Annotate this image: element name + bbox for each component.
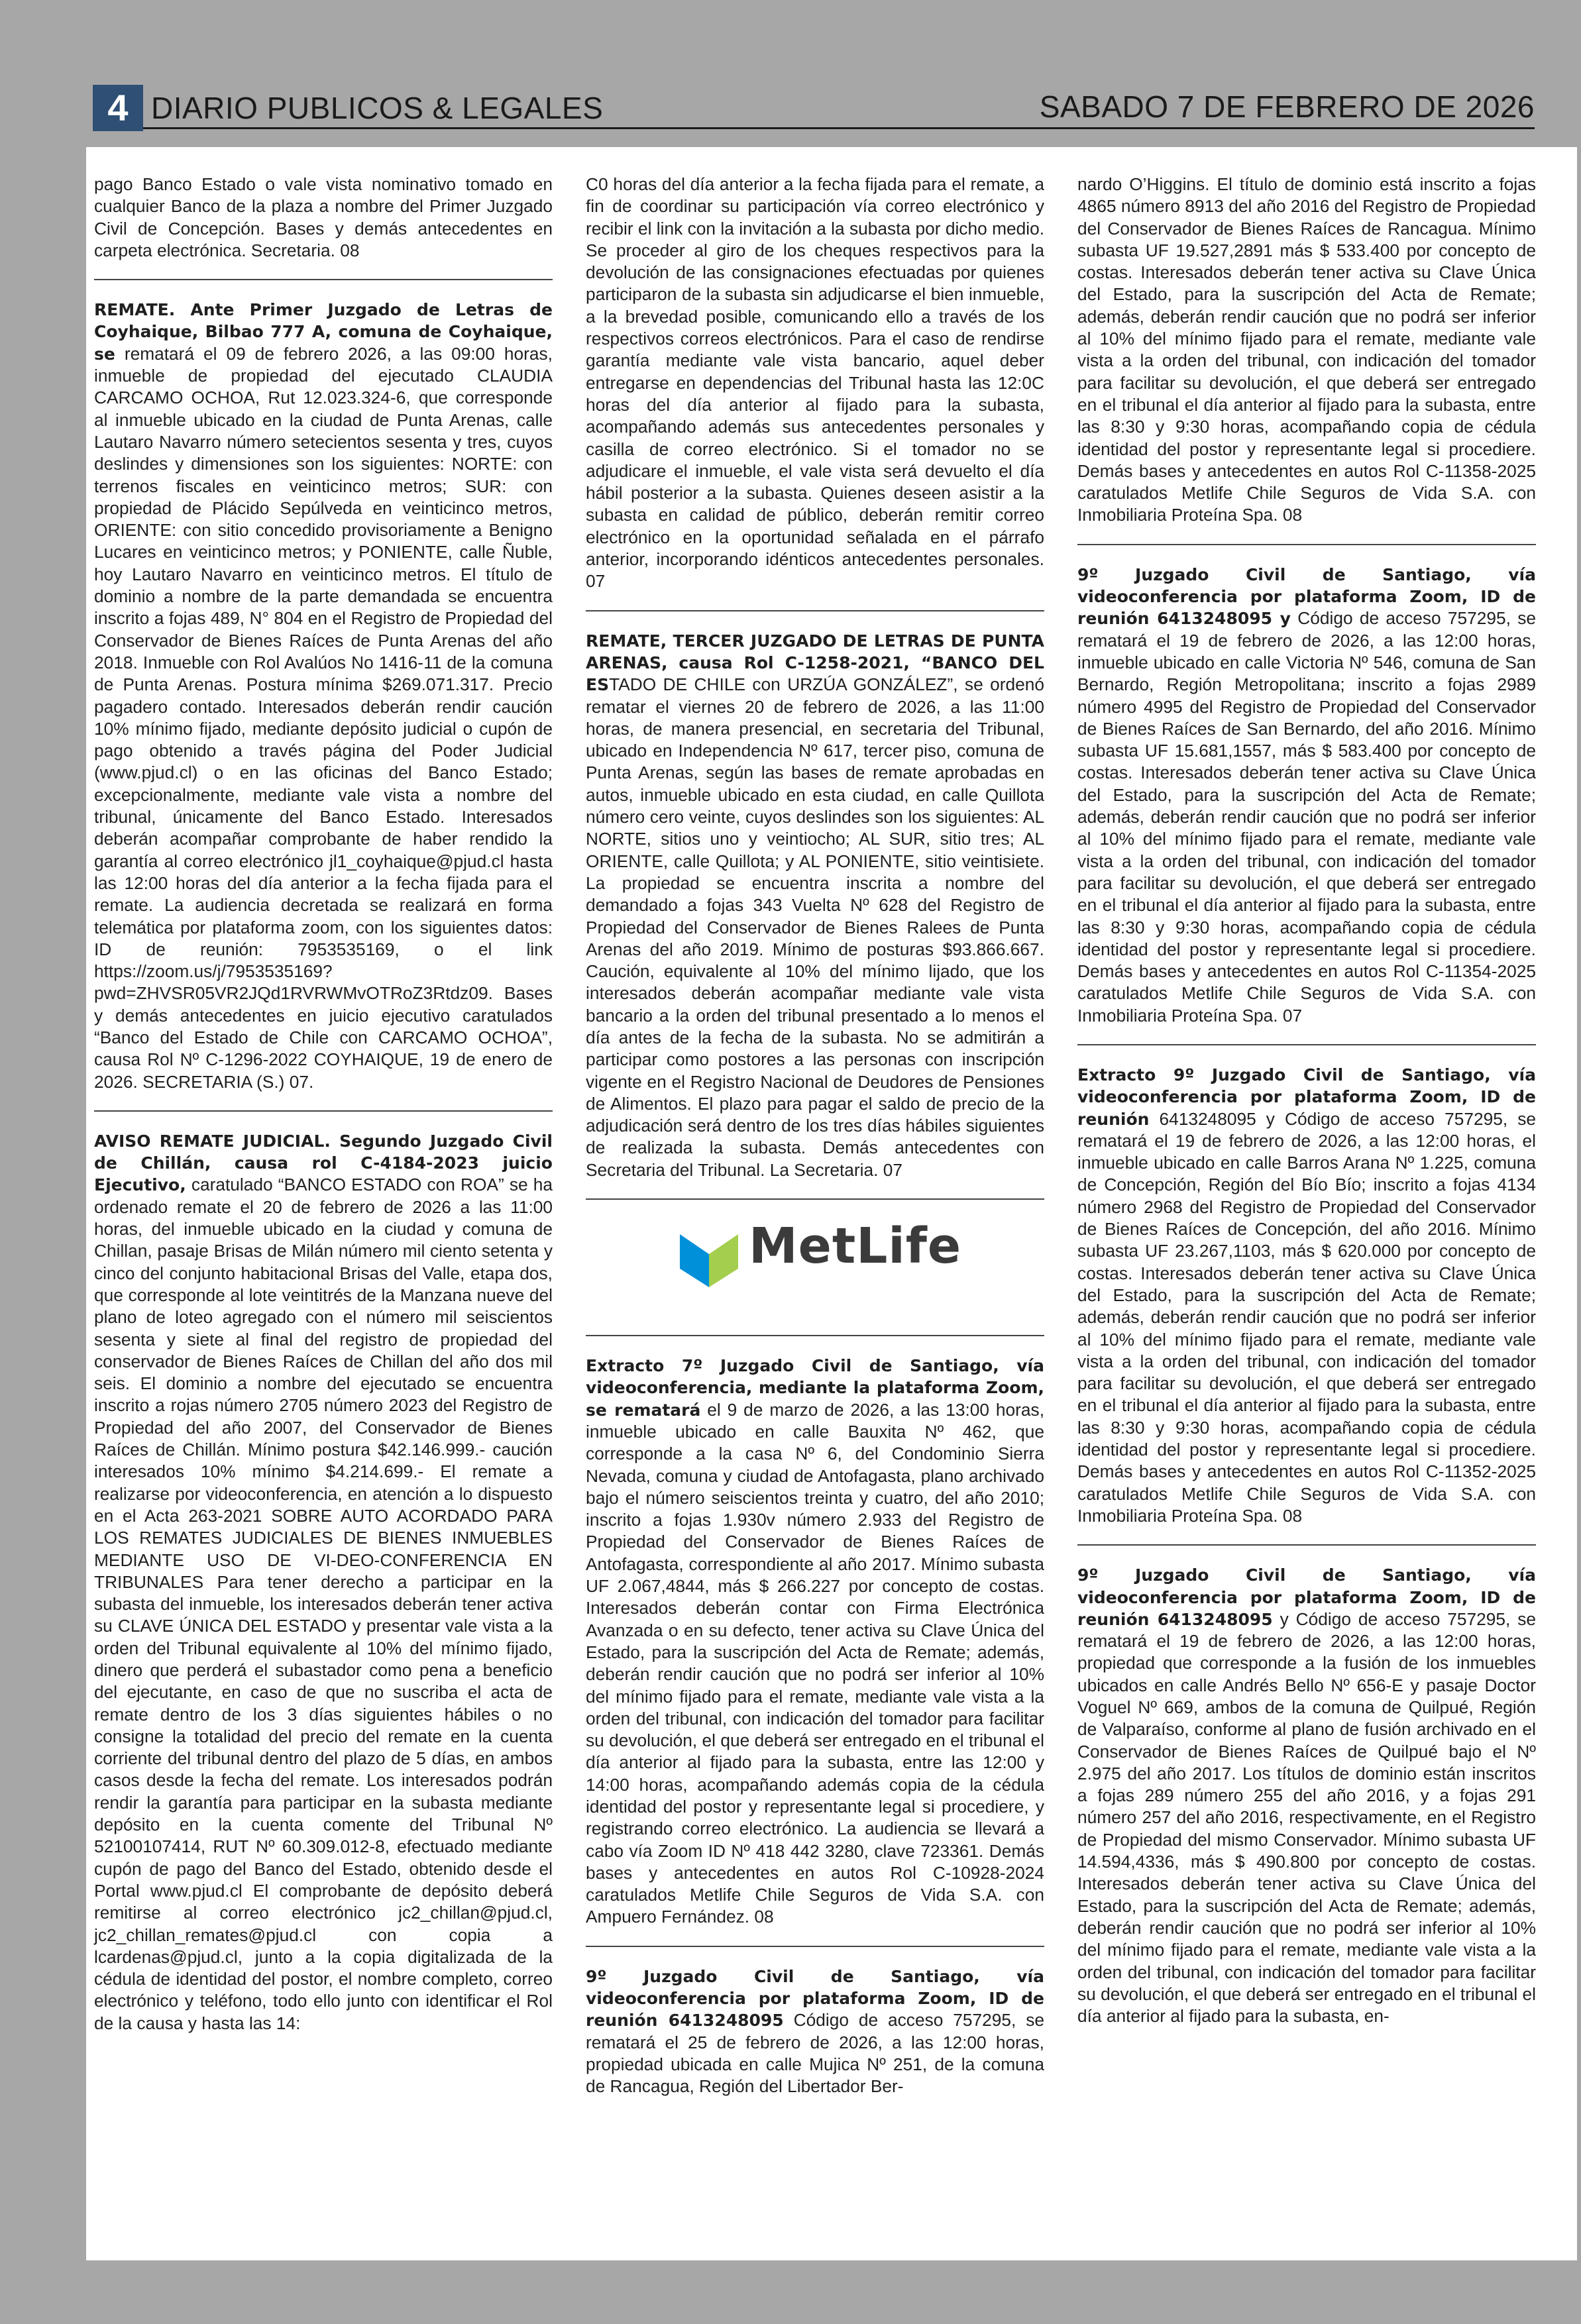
column-3 — [1077, 174, 1536, 2027]
legal-notice — [586, 174, 1044, 593]
notice-body: Código de acceso 757295, se rematará el 19 de febrero de 2026, a las 12:00 horas, inmueble ubicado en calle Victoria Nº 546, comuna de San Bernardo, Región Metropolitana; inscrito a fojas 2989 número 4995 del Registro de Propiedad del Conservador de Bienes Raíces de San Bernardo, del año 2016. Mínimo subasta UF 15.681,1557, más $ 583.400 por concepto de costas. Interesados deberán tener activa su Clave Única del Estado, para la suscripción del Acta de Remate; además, deberán rendir caución que no podrá ser inferior al 10% del mínimo fijado para el remate, mediante vale vista a la orden del tribunal, con indicación del tomador para facilitar su devolución, el que deberá ser entregado en el tribunal el día anterior al fijado para la subasta, entre las 8:30 y 9:30 horas, acompañando copia de cédula identidad del postor y representante legal si procediere. Demás bases y antecedentes en autos Rol C-11354-2025 caratulados Metlife Chile Seguros de Vida S.A. con Inmobiliaria Proteína Spa. 07 — [1077, 608, 1537, 1026]
legal-notice — [586, 1355, 1044, 1928]
logo-blue-shape — [680, 1234, 709, 1287]
issue-date: SABADO 7 DE FEBRERO DE 2026 — [1039, 89, 1535, 124]
notice-lead: 9º Juzgado Civil de Santiago, vía videoconferencia por plataforma Zoom, ID de reunión 6413248095 y — [1077, 564, 1536, 629]
notice-lead: Extracto 7º Juzgado Civil de Santiago, vía videoconferencia, mediante la plataforma Zoom, se rematará — [586, 1356, 1044, 1420]
notice-body: TADO DE CHILE con URZÚA GONZÁLEZ”, se ordenó rematar el viernes 20 de febrero de 2026, a las 11:00 horas, de manera presencial, en secretaria del Tribunal, ubicado en Independencia Nº 617, tercer piso, comuna de Punta Arenas, según las bases de remate aprobadas en autos, inmueble ubicado en esta ciudad, en calle Quillota número cero veinte, cuyos deslindes son los siguientes: AL NORTE, sitios uno y veintiocho; AL SUR, sitio tres; AL ORIENTE, calle Quillota; y AL PONIENTE, sitio veintisiete. La propiedad se encuentra inscrita a nombre del demandado a fojas 343 Vuelta Nº 628 del Registro de Propiedad del Conservador de Bienes Ralees de Punta Arenas del año 2019. Mínimo de posturas $93.866.667. Caución, equivalente al 10% del mínimo lijado, que los interesados deberán acompañar mediante vale vista bancario a la orden del tribunal presentado a lo menos el día antes de la fecha de la subasta. No se admitirán a participar como postores a las personas con inscripción vigente en el Registro Nacional de Deudores de Pensiones de Alimentos. El plazo para pagar el saldo de precio de la adjudicación será dentro de los tres días hábiles siguientes de realizada la subasta. Demás antecedentes con Secretaria del Tribunal. La Secretaria. 07 — [586, 674, 1044, 1180]
notice-divider — [94, 279, 553, 280]
legal-notice — [586, 1966, 1044, 2098]
legal-notice — [586, 630, 1044, 1181]
logo-wordmark: MetLife — [749, 1218, 962, 1275]
header-rule — [143, 127, 1535, 129]
legal-notice — [1077, 564, 1536, 1027]
notice-body: nardo O’Higgins. El título de dominio está inscrito a fojas 4865 número 8913 del año 2016 del Registro de Propiedad del Conservador de Bienes Raíces de Rancagua. Mínimo subasta UF 19.527,2891 más $ 533.400 por concepto de costas. Interesados deberán tener activa su Clave Única del Estado, para la suscripción del Acta de Remate; además, deberán rendir caución que no podrá ser inferior al 10% del mínimo fijado para el remate, mediante vale vista a la orden del tribunal, con indicación del tomador para facilitar su devolución, el que deberá ser entregado en el tribunal el día anterior al fijado para la subasta, entre las 8:30 y 9:30 horas, acompañando copia de cédula identidad del postor y representante legal si procediere. Demás bases y antecedentes en autos Rol C-11358-2025 caratulados Metlife Chile Seguros de Vida S.A. con Inmobiliaria Proteína Spa. 08 — [1077, 174, 1536, 525]
publication-title: DIARIO PUBLICOS & LEGALES — [151, 91, 604, 125]
legal-notice — [94, 1130, 553, 2034]
legal-notice — [1077, 1064, 1536, 1527]
notice-body: caratulado “BANCO ESTADO con ROA” se ha ordenado remate el 20 de febrero de 2026 a las 11:00 horas, del inmueble ubicado en la ciudad y comuna de Chillan, pasaje Brisas de Milán número mil ciento setenta y cinco del conjunto habitacional Brisas del Valle, etapa dos, que corresponde al lote veintitrés de la Manzana nueve del plano de loteo agregado con el número mil seiscientos sesenta y siete al final del registro de propiedad del conservador de Bienes Raíces de Chillan del año dos mil seis. El dominio a nombre del ejecutado se encuentra inscrito a rojas número 2705 número 2023 del Registro de Propiedad del año 2007, del Conservador de Bienes Raíces de Chillán. Mínimo postura $42.146.999.- caución interesados 10% mínimo $4.214.699.- El remate a realizarse por videoconferencia, en atención a lo dispuesto en el Acta 263-2021 SOBRE AUTO ACORDADO PARA LOS REMATES JUDICIALES DE BIENES INMUEBLES MEDIANTE USO DE VI-DEO-CONFERENCIA EN TRIBUNALES Para tener derecho a participar en la subasta del inmueble, los interesados deberán tener activa su CLAVE ÚNICA DEL ESTADO y presentar vale vista a la orden del Tribunal equivalente al 10% del mínimo fijado, dinero que perderá el subastador como pena a beneficio del ejecutante, en caso de que no suscriba el acta de remate dentro de los 3 días siguientes hábiles o no consigne la totalidad del precio del remate en la cuenta corriente del tribunal dentro del plazo de 5 días, en ambos casos desde la fecha del remate. Los interesados podrán rendir la garantía para participar en la subasta mediante depósito en la cuenta comente del Tribunal Nº 52100107414, RUT Nº 60.309.012-8, efectuado mediante cupón de pago del Banco del Estado, obtenido desde el Portal www.pjud.cl El comprobante de depósito deberá remitirse al correo electrónico jc2_chillan@pjud.cl, jc2_chillan_remates@pjud.cl con copia a lcardenas@pjud.cl, junto a la copia digitalizada de la cédula de identidad del postor, el nombre completo, correo electrónico y teléfono, todo ello junto con identificar el Rol de la causa y hasta las 14: — [94, 1175, 553, 2033]
metlife-logo — [586, 1218, 1044, 1318]
column-2 — [586, 174, 1044, 2098]
notice-divider — [586, 1946, 1044, 1947]
notice-divider — [1077, 1544, 1536, 1546]
notice-divider — [586, 1198, 1044, 1200]
legal-notice — [1077, 174, 1536, 527]
notice-body: Código de acceso 757295, se rematará el 25 de febrero de 2026, a las 12:00 horas, propiedad ubicada en calle Mujica Nº 251, de la comuna de Rancagua, Región del Libertador Ber- — [586, 2010, 1044, 2097]
legal-notice — [94, 174, 553, 262]
notice-divider — [94, 1110, 553, 1112]
notice-divider — [1077, 544, 1536, 545]
notice-body: 6413248095 y Código de acceso 757295, se rematará el 19 de febrero de 2026, a las 12:00 horas, el inmueble ubicado en calle Barros Arana Nº 1.225, comuna de Concepción, Región del Bío Bío; inscrito a fojas 4134 número 2968 del Registro de Propiedad del Conservador de Bienes Raíces de Concepción, del año 2016. Mínimo subasta UF 23.267,1103, más $ 620.000 por concepto de costas. Interesados deberán tener activa su Clave Única del Estado, para la suscripción del Acta de Remate; además, deberán rendir caución que no podrá ser inferior al 10% del mínimo fijado para el remate, mediante vale vista a la orden del tribunal, con indicación del tomador para facilitar su devolución, el que deberá ser entregado en el tribunal el día anterior al fijado para la subasta, entre las 8:30 y 9:30 horas, acompañando copia de cédula identidad del postor y representante legal si procediere. Demás bases y antecedentes en autos Rol C-11352-2025 caratulados Metlife Chile Seguros de Vida S.A. con Inmobiliaria Proteína Spa. 08 — [1077, 1108, 1536, 1526]
notice-lead: Extracto 9º Juzgado Civil de Santiago, vía videoconferencia por plataforma Zoom, ID de reunión — [1077, 1065, 1536, 1129]
metlife-logo-icon — [677, 1228, 741, 1291]
notice-lead: REMATE. Ante Primer Juzgado de Letras de Coyhaique, Bilbao 777 A, comuna de Coyhaique, se — [94, 300, 553, 364]
notice-lead: 9º Juzgado Civil de Santiago, vía videoconferencia por plataforma Zoom, ID de reunión 6413248095 — [1077, 1565, 1536, 1629]
notice-divider — [586, 1335, 1044, 1336]
notice-body: y Código de acceso 757295, se rematará el 19 de febrero de 2026, a las 12:00 horas, propiedad que corresponde a la fusión de los inmuebles ubicados en calle Andrés Bello Nº 656-E y pasaje Doctor Voguel Nº 669, ambos de la comuna de Quilpué, Región de Valparaíso, conforme al plano de fusión archivado en el Conservador de Bienes Raíces de Quilpué bajo el Nº 2.975 del año 2017. Los títulos de dominio están inscritos a fojas 289 número 255 del año 2016, y a fojas 291 número 257 del año 2016, respectivamente, en el Registro de Propiedad del mismo Conservador. Mínimo subasta UF 14.594,4336, más $ 490.800 por concepto de costas. Interesados deberán tener activa su Clave Única del Estado, para la suscripción del Acta de Remate; además, deberán rendir caución que no podrá ser inferior al 10% del mínimo fijado para el remate, mediante vale vista a la orden del tribunal, con indicación del tomador para facilitar su devolución, el que deberá ser entregado en el tribunal el día anterior al fijado para la subasta, en- — [1077, 1609, 1536, 2027]
notice-lead: REMATE, TERCER JUZGADO DE LETRAS DE PUNTA ARENAS, causa Rol C-1258-2021, “BANCO DEL ES — [586, 631, 1044, 695]
notice-lead: 9º Juzgado Civil de Santiago, vía videoconferencia por plataforma Zoom, ID de reunión 6413248095 — [586, 1966, 1044, 2031]
notice-divider — [586, 610, 1044, 611]
legal-notice — [94, 299, 553, 1093]
notice-divider — [1077, 1044, 1536, 1045]
page-header — [93, 85, 1535, 131]
notice-body: rematará el 09 de febrero 2026, a las 09:00 horas, inmueble de propiedad del ejecutado CLAUDIA CARCAMO OCHOA, Rut 12.023.324-6, que corresponde al inmueble ubicado en la ciudad de Punta Arenas, calle Lautaro Navarro número setecientos sesenta y tres, cuyos deslindes y dimensiones son los siguientes: NORTE: con terrenos fiscales en veinticinco metros; SUR: con propiedad de Plácido Sepúlveda en veinticinco metros, ORIENTE: con sitio concedido provisoriamente a Benigno Lucares en veinticinco metros; y PONIENTE, calle Ñuble, hoy Lautaro Navarro en veinticinco metros. El título de dominio a nombre de la parte demandada se encuentra inscrito a fojas 489, N° 804 en el Registro de Propiedad del Conservador de Bienes Raíces de Punta Arenas del año 2018. Inmueble con Rol Avalúos No 1416-11 de la comuna de Punta Arenas. Postura mínima $269.071.317. Precio pagadero contado. Interesados deberán rendir caución 10% mínimo fijado, mediante depósito judicial o cupón de pago obtenido a través página del Poder Judicial (www.pjud.cl) o en las oficinas del Banco Estado; excepcionalmente, mediante vale vista a nombre del tribunal, únicamente del Banco Estado. Interesados deberán acompañar comprobante de haber rendido la garantía al correo electrónico jl1_coyhaique@pjud.cl hasta las 12:00 horas del día anterior a la fecha fijada para el remate. La audiencia decretada se realizará en forma telemática por plataforma zoom, con los siguientes datos: ID de reunión: 7953535169, o el link https://zoom.us/j/7953535169?pwd=ZHVSR05VR2JQd1RVRWMvOTRoZ3Rtdz09. Bases y demás antecedentes en juicio ejecutivo caratulados “Banco del Estado de Chile con CARCAMO OCHOA”, causa Rol Nº C-1296-2022 COYHAIQUE, 19 de enero de 2026. SECRETARIA (S.) 07. — [94, 343, 553, 1092]
legal-notice — [1077, 1564, 1536, 2027]
logo-green-shape — [709, 1234, 738, 1287]
column-1 — [94, 174, 553, 2034]
notice-lead: AVISO REMATE JUDICIAL. Segundo Juzgado Civil de Chillán, causa rol C-4184-2023 juicio Ejecutivo, — [94, 1131, 553, 1195]
notice-body: C0 horas del día anterior a la fecha fijada para el remate, a fin de coordinar su participación vía correo electrónico y recibir el link con la invitación a la subasta por dicho medio. Se proceder al giro de los cheques respectivos para la devolución de las consignaciones efectuadas por quienes participaron de la subasta sin adjudicarse el bien inmueble, a la brevedad posible, comunicando ello a través de los respectivos correos electrónicos. Para el caso de rendirse garantía mediante vale vista bancario, aquel deber entregarse en dependencias del Tribunal hasta las 12:0C horas del día anterior al fijado para la subasta, acompañando además sus antecedentes personales y casilla de correo electrónico. Si el tomador no se adjudicare el inmueble, el vale vista será devuelto el día hábil posterior a la subasta. Quienes deseen asistir a la subasta en calidad de público, deberán remitir correo electrónico en la oportunidad señalada en el párrafo anterior, incorporando idénticos antecedentes personales. 07 — [586, 174, 1044, 592]
page-number: 4 — [93, 85, 143, 131]
notice-body: el 9 de marzo de 2026, a las 13:00 horas, inmueble ubicado en calle Bauxita Nº 462, que corresponde a la casa Nº 6, del Condominio Sierra Nevada, comuna y ciudad de Antofagasta, plano archivado bajo el número seiscientos treinta y cuatro, del año 2010; inscrito a fojas 1.930v número 2.933 del Registro de Propiedad del Conservador de Bienes Raíces de Antofagasta, correspondiente al año 2017. Mínimo subasta UF 2.067,4844, más $ 266.227 por concepto de costas. Interesados deberán contar con Firma Electrónica Avanzada o en su defecto, tener activa su Clave Única del Estado, para la suscripción del Acta de Remate; además, deberán rendir caución que no podrá ser inferior al 10% del mínimo fijado para el remate, mediante vale vista a la orden del tribunal, con indicación del tomador para facilitar su devolución, el que deberá ser entregado en el tribunal el día anterior al fijado para la subasta, entre las 12:00 y 14:00 horas, acompañando además copia de la cédula identidad del postor y representante legal si procediere, y registrando correo electrónico. La audiencia se llevará a cabo vía Zoom ID Nº 418 442 3280, clave 723361. Demás bases y antecedentes en autos Rol C-10928-2024 caratulados Metlife Chile Seguros de Vida S.A. con Ampuero Fernández. 08 — [586, 1399, 1045, 1927]
notice-body: pago Banco Estado o vale vista nominativo tomado en cualquier Banco de la plaza a nombre del Primer Juzgado Civil de Concepción. Bases y demás antecedentes en carpeta electrónica. Secretaria. 08 — [94, 174, 553, 260]
